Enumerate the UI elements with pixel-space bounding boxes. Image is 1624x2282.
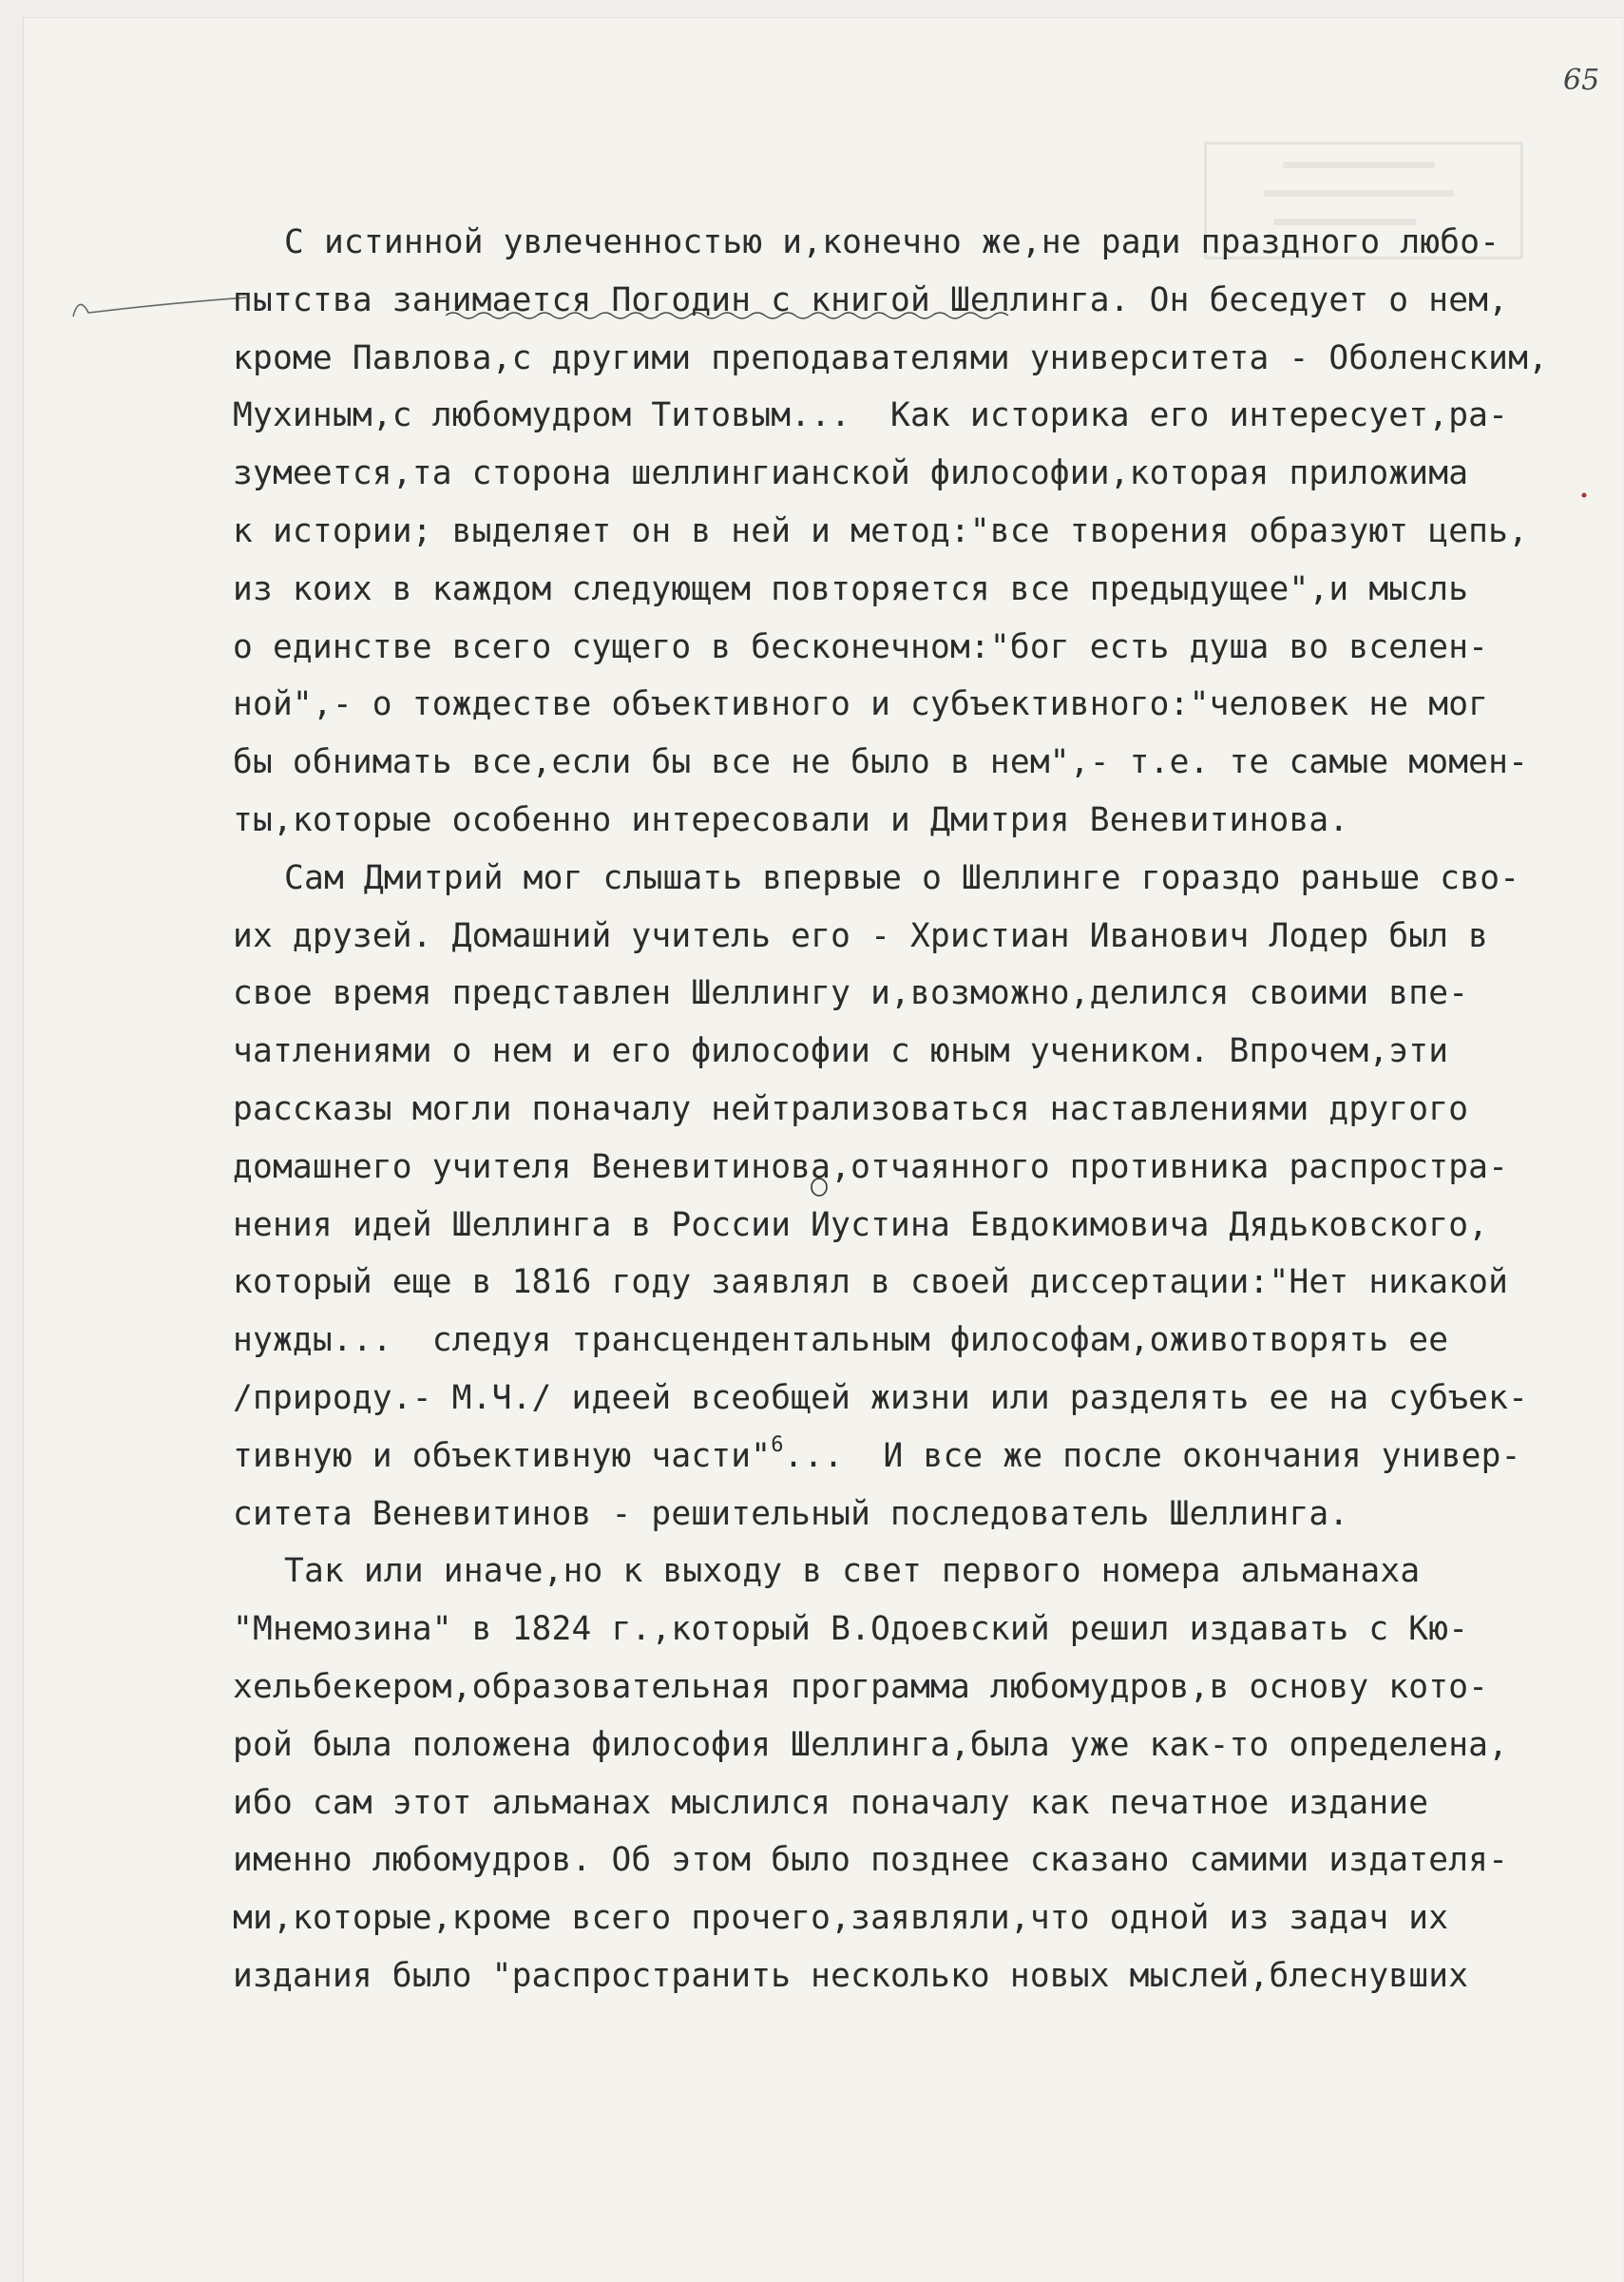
text-line: кроме Павлова,с другими преподавателями университета - Оболенским, xyxy=(233,338,1549,377)
text-line: ной",- о тождестве объективного и субъективного:"человек не мог xyxy=(233,685,1489,724)
text-line: их друзей. Домашний учитель его - Христиан Иванович Лодер был в xyxy=(233,916,1489,955)
text-line: "Мнемозина" в 1824 г.,который В.Одоевский решил издавать с Кю- xyxy=(233,1610,1469,1649)
text-line: ибо сам этот альманах мыслился поначалу как печатное издание xyxy=(233,1783,1429,1822)
document-page xyxy=(23,17,1622,2282)
margin-pencil-mark xyxy=(69,292,250,330)
document-body xyxy=(233,214,1605,2005)
text-line: /природу.- М.Ч./ идеей всеобщей жизни или разделять ее на субъек- xyxy=(233,1378,1529,1417)
text-line: Сам Дмитрий мог слышать впервые о Шеллинге гораздо раньше сво- xyxy=(284,858,1520,897)
text-line: хельбекером,образовательная программа любомудров,в основу кото- xyxy=(233,1667,1489,1706)
page-number: 65 xyxy=(1563,64,1600,97)
text-line: ты,которые особенно интересовали и Дмитрия Веневитинова. xyxy=(233,800,1349,839)
text-line: пытства занимается Погодин с книгой Шеллинга. Он беседует о нем, xyxy=(233,280,1509,319)
text-line: нужды... следуя трансцендентальным философам,оживотворять ее xyxy=(233,1321,1449,1360)
text-line: из коих в каждом следующем повторяется все предыдущее",и мысль xyxy=(233,569,1469,608)
text-line: нения идей Шеллинга в России Иустина Евдокимовича Дядьковского, xyxy=(233,1205,1489,1244)
text-line: свое время представлен Шеллингу и,возможно,делился своими впе- xyxy=(233,974,1469,1013)
text-line: рассказы могли поначалу нейтрализоваться наставлениями другого xyxy=(233,1089,1469,1128)
text-line: к истории; выделяет он в ней и метод:"все творения образуют цепь, xyxy=(233,511,1529,550)
footnote-marker: 6 xyxy=(771,1432,784,1457)
text-fragment: тивную и объективную части" xyxy=(233,1436,772,1475)
text-line: который еще в 1816 году заявлял в своей диссертации:"Нет никакой xyxy=(233,1263,1509,1302)
text-line: зумеется,та сторона шеллингианской философии,которая приложима xyxy=(233,454,1469,493)
text-line: ситета Веневитинов - решительный последователь Шеллинга. xyxy=(233,1494,1349,1533)
text-line: ми,которые,кроме всего прочего,заявляли,что одной из задач их xyxy=(233,1899,1449,1938)
text-line: о единстве всего сущего в бесконечном:"бог есть душа во вселен- xyxy=(233,627,1489,666)
text-fragment: ... И все же после окончания универ- xyxy=(783,1436,1521,1475)
text-line: Так или иначе,но к выходу в свет первого номера альманаха xyxy=(284,1552,1421,1591)
text-line: чатлениями о нем и его философии с юным учеником. Впрочем,эти xyxy=(233,1032,1449,1071)
text-line: бы обнимать все,если бы все не было в нем",- т.е. те самые момен- xyxy=(233,743,1529,782)
text-line-with-footnote xyxy=(233,1428,1605,1486)
text-line: издания было "распространить несколько новых мыслей,блеснувших xyxy=(233,1956,1469,1995)
text-line: Мухиным,с любомудром Титовым... Как историка его интересует,ра- xyxy=(233,396,1509,435)
text-line: С истинной увлеченностью и,конечно же,не ради праздного любо- xyxy=(284,223,1500,261)
text-line: домашнего учителя Веневитинова,отчаянного противника распростра- xyxy=(233,1147,1509,1186)
text-line: именно любомудров. Об этом было позднее сказано самими издателя- xyxy=(233,1841,1509,1880)
text-line: рой была положена философия Шеллинга,была уже как-то определена, xyxy=(233,1725,1509,1764)
